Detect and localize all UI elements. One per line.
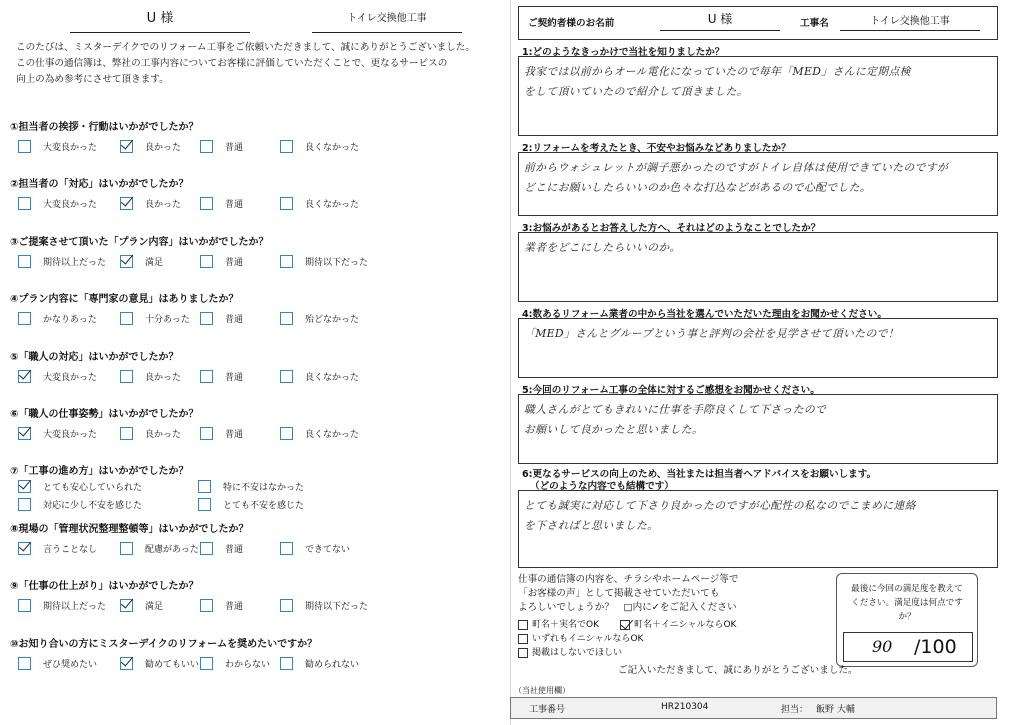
option[interactable]: [280, 370, 359, 383]
score-value: 90: [872, 637, 893, 656]
option-label: 良かった: [145, 143, 182, 153]
option-label: 期待以下だった: [305, 257, 369, 268]
option-label: 掲載はしないでほしい: [532, 648, 623, 658]
option-label: 良かった: [145, 372, 182, 383]
checkbox[interactable]: [18, 498, 31, 511]
option[interactable]: [120, 197, 181, 210]
question-title: 4:数あるリフォーム業者の中から当社を選んでいただいた理由をお聞かせください。: [522, 309, 887, 320]
option[interactable]: [120, 370, 181, 383]
job-name-right: トイレ交換他工事: [840, 12, 980, 31]
option[interactable]: [18, 542, 97, 555]
option[interactable]: [280, 542, 350, 555]
option-label: 普通: [225, 602, 244, 613]
question-title: 5:今回のリフォーム工事の全体に対するご感想をお聞かせください。: [522, 385, 820, 396]
option-label: 普通: [225, 372, 244, 383]
checkbox[interactable]: [518, 634, 528, 644]
option-label: 良かった: [145, 430, 182, 440]
question-title: ④プラン内容に「専門家の意見」はありましたか？: [10, 294, 239, 306]
staff-label: 担当：: [781, 705, 809, 715]
checkbox[interactable]: [120, 255, 133, 268]
option-label: とても安心していられた: [43, 483, 143, 494]
option[interactable]: [200, 427, 243, 440]
option-label: 普通: [225, 143, 244, 153]
checkbox[interactable]: [18, 427, 31, 440]
checkbox[interactable]: [200, 427, 213, 440]
checkbox[interactable]: [120, 599, 133, 612]
option-label: 対応に少し不安を感じた: [43, 501, 143, 512]
question-title: ⑤「職人の対応」はいかがでしたか？: [10, 351, 179, 363]
publish-option[interactable]: [518, 645, 622, 658]
option-label: 配慮があった: [145, 544, 199, 555]
option[interactable]: [200, 197, 243, 210]
question-title: 3:お悩みがあるとお答えした方へ、それはどのようなことでしたか？: [522, 223, 821, 234]
scan-stamp: [30, 710, 33, 721]
option[interactable]: [200, 542, 243, 555]
option-label: できてない: [305, 544, 351, 555]
option[interactable]: [18, 657, 97, 670]
option-label: 満足: [145, 257, 164, 268]
checkbox[interactable]: [620, 620, 630, 630]
option[interactable]: [18, 599, 106, 612]
customer-label: ご契約者様のお名前: [528, 18, 615, 29]
option[interactable]: [200, 140, 243, 153]
checkbox[interactable]: [18, 542, 31, 555]
question-title: 2:リフォームを考えたとき、不安やお悩みなどありましたか？: [522, 143, 791, 154]
checkbox[interactable]: [200, 599, 213, 612]
office-use-label: （当社使用欄）: [514, 686, 570, 695]
job-name: トイレ交換他工事: [312, 6, 462, 33]
publish-option[interactable]: [518, 631, 643, 644]
question-title: ⑩お知り合いの方にミスターデイクのリフォームを奨めたいですか？: [10, 638, 318, 650]
option[interactable]: [200, 255, 243, 268]
option-label: 良くなかった: [305, 143, 360, 153]
option-label: 普通: [225, 544, 244, 555]
intro-line: 向上の為め参考にさせて頂きます。: [16, 74, 169, 85]
intro-text: [16, 40, 496, 88]
option-label: 大変良かった: [43, 143, 98, 153]
checkbox[interactable]: [280, 542, 293, 555]
job-number: HR210304: [661, 702, 709, 712]
option[interactable]: [120, 657, 199, 670]
option-label: 普通: [225, 315, 244, 326]
intro-line: この仕事の通信簿は、弊社の工事内容についてお客様に評価していただくことで、更なるサービスの: [16, 58, 448, 69]
option[interactable]: [200, 657, 270, 670]
question-title: ⑥「職人の仕事姿勢」はいかがでしたか？: [10, 409, 199, 420]
question-title: ②担当者の「対応」はいかがでしたか？: [10, 179, 189, 191]
option[interactable]: [120, 255, 163, 268]
score-field[interactable]: [843, 632, 973, 662]
checkbox[interactable]: [518, 648, 528, 658]
intro-line: このたびは、ミスターデイクでのリフォーム工事をご依頼いただきまして、誠にありがとうございました。: [16, 42, 475, 53]
checkbox[interactable]: [18, 599, 31, 612]
checkbox[interactable]: [120, 197, 133, 210]
option[interactable]: [280, 255, 368, 268]
option-label: 勧められない: [305, 659, 360, 670]
option-label: 大変良かった: [43, 372, 98, 383]
satisfaction-box: [836, 573, 978, 667]
permission-line: 仕事の通信簿の内容を、チラシやホームページ等で: [518, 574, 739, 585]
checkbox[interactable]: [200, 370, 213, 383]
checkbox[interactable]: [18, 312, 31, 325]
publish-option[interactable]: [518, 617, 599, 630]
option-label: とても不安を感じた: [223, 501, 305, 512]
checkbox[interactable]: [120, 542, 133, 555]
checkbox[interactable]: [200, 542, 213, 555]
option[interactable]: [280, 140, 359, 153]
option-label: 言うことなし: [43, 544, 98, 555]
option[interactable]: [198, 498, 304, 511]
checkbox[interactable]: [518, 620, 528, 630]
checkbox[interactable]: [280, 370, 293, 383]
checkbox[interactable]: [280, 312, 293, 325]
checkbox[interactable]: [280, 657, 293, 670]
option[interactable]: [120, 599, 163, 612]
option-label: かなりあった: [43, 315, 97, 326]
checkbox[interactable]: [120, 427, 133, 440]
option-label: 良くなかった: [305, 372, 360, 383]
permission-line: よろしいでしょうか？ □内に✓をご記入ください: [518, 602, 737, 613]
checkbox[interactable]: [200, 312, 213, 325]
option-label: 期待以上だった: [43, 257, 107, 268]
option[interactable]: [280, 197, 359, 210]
checkbox[interactable]: [280, 427, 293, 440]
option[interactable]: [18, 498, 142, 511]
question-title: ①担当者の挨拶・行動はいかがでしたか？: [10, 122, 199, 133]
checkbox[interactable]: [280, 197, 293, 210]
handwritten-answer: とても誠実に対応して下さり良かったのですが心配性の私なのでこまめに連絡 を下さればと思いました。: [524, 499, 916, 532]
checkbox[interactable]: [18, 657, 31, 670]
option[interactable]: [18, 480, 142, 493]
checkbox[interactable]: [200, 657, 213, 670]
option[interactable]: [18, 427, 97, 440]
option-label: 十分あった: [145, 315, 190, 326]
option[interactable]: [198, 480, 304, 493]
option[interactable]: [18, 255, 106, 268]
option-label: 殆どなかった: [305, 315, 360, 326]
option[interactable]: [120, 312, 190, 325]
option-label: 満足: [145, 602, 164, 613]
option[interactable]: [280, 599, 368, 612]
question-title: ⑦「工事の進め方」はいかがでしたか？: [10, 466, 189, 478]
option-label: 普通: [225, 200, 244, 211]
customer-name: U 様: [70, 6, 250, 33]
option[interactable]: [18, 312, 97, 325]
score-max: /100: [914, 636, 957, 658]
checkbox[interactable]: [18, 140, 31, 153]
option[interactable]: [120, 140, 181, 153]
handwritten-answer: 職人さんがとてもきれいに仕事を手際良くして下さったので お願いして良かったと思いました。: [524, 403, 827, 436]
option-label: いずれもイニシャルならOK: [532, 634, 644, 644]
question-subtitle: （どのような内容でも結構です）: [530, 481, 674, 492]
checkbox[interactable]: [280, 140, 293, 153]
checkbox[interactable]: [120, 312, 133, 325]
question-title: 1:どのようなきっかけで当社を知りましたか？: [522, 47, 725, 58]
handwritten-answer: 我家では以前からオール電化になっていたので毎年「MED」さんに定期点検 をして頂いていたので紹介して頂きました。: [524, 65, 911, 98]
question-title: ⑧現場の「管理状況整理整頓等」はいかがでしたか？: [10, 523, 249, 535]
checkbox[interactable]: [18, 480, 31, 493]
option[interactable]: [280, 427, 359, 440]
checkbox[interactable]: [280, 255, 293, 268]
job-number-label: 工事番号: [529, 705, 566, 715]
question-title: 6:更なるサービスの向上のため、当社または担当者へアドバイスをお願いします。: [522, 469, 877, 480]
checkbox[interactable]: [200, 197, 213, 210]
checkbox[interactable]: [18, 255, 31, 268]
option-label: 特に不安はなかった: [223, 483, 305, 494]
option-label: わからない: [225, 659, 271, 670]
option-label: ぜひ奨めたい: [43, 659, 98, 670]
option[interactable]: [200, 599, 243, 612]
option-label: 普通: [225, 257, 244, 268]
checkbox[interactable]: [198, 498, 211, 511]
handwritten-answer: 「MED」さんとグループという事と評判の会社を見学させて頂いたので！: [524, 327, 900, 340]
option-label: 大変良かった: [43, 430, 98, 440]
checkbox[interactable]: [18, 370, 31, 383]
option-label: 普通: [225, 430, 244, 440]
office-use-bar: [510, 697, 997, 719]
option[interactable]: [18, 370, 97, 383]
question-title: ③ご提案させて頂いた「プラン内容」はいかがでしたか？: [10, 236, 269, 248]
option[interactable]: [18, 140, 97, 153]
option[interactable]: [280, 657, 359, 670]
satisfaction-question: 最後に今回の満足度を教えてください。満足度は何点ですか？: [851, 584, 963, 622]
handwritten-answer: 前からウォシュレットが調子悪かったのですがトイレ自体は使用できていたのですが どこにお願いしたらいいのか色々な打込などがあるので心配でした。: [524, 161, 949, 194]
option[interactable]: [280, 312, 359, 325]
option[interactable]: [200, 370, 243, 383]
option-label: 良かった: [145, 200, 182, 211]
question-title: ⑨「仕事の仕上がり」はいかがでしたか？: [10, 581, 199, 593]
checkbox[interactable]: [120, 140, 133, 153]
option-label: 期待以下だった: [305, 602, 369, 613]
checkbox[interactable]: [120, 657, 133, 670]
checkbox[interactable]: [18, 197, 31, 210]
option-label: 勧めてもいい: [145, 659, 200, 670]
option-label: 町名＋イニシャルならOK: [634, 620, 737, 630]
permission-line: 「お客様の声」として掲載させていただいても: [518, 588, 720, 599]
job-label: 工事名: [800, 18, 829, 29]
option-label: 大変良かった: [43, 200, 98, 211]
checkbox[interactable]: [200, 255, 213, 268]
publish-option[interactable]: [620, 617, 736, 630]
option[interactable]: [200, 312, 243, 325]
checkbox[interactable]: [198, 480, 211, 493]
checkbox[interactable]: [120, 370, 133, 383]
staff-name: 飯野 大輔: [816, 705, 855, 715]
column-divider: [510, 0, 511, 725]
option[interactable]: [120, 542, 199, 555]
option-label: 期待以上だった: [43, 602, 107, 613]
option[interactable]: [120, 427, 181, 440]
thanks-text: ご記入いただきまして、誠にありがとうございました。: [618, 665, 858, 676]
option-label: 良くなかった: [305, 430, 360, 440]
option[interactable]: [18, 197, 97, 210]
option-label: 町名＋実名でOK: [532, 620, 599, 630]
publish-permission: [518, 573, 738, 615]
handwritten-answer: 業者をどこにしたらいいのか。: [524, 241, 681, 254]
option-label: 良くなかった: [305, 200, 360, 211]
checkbox[interactable]: [280, 599, 293, 612]
checkbox[interactable]: [200, 140, 213, 153]
customer-name-right: U 様: [660, 10, 780, 31]
